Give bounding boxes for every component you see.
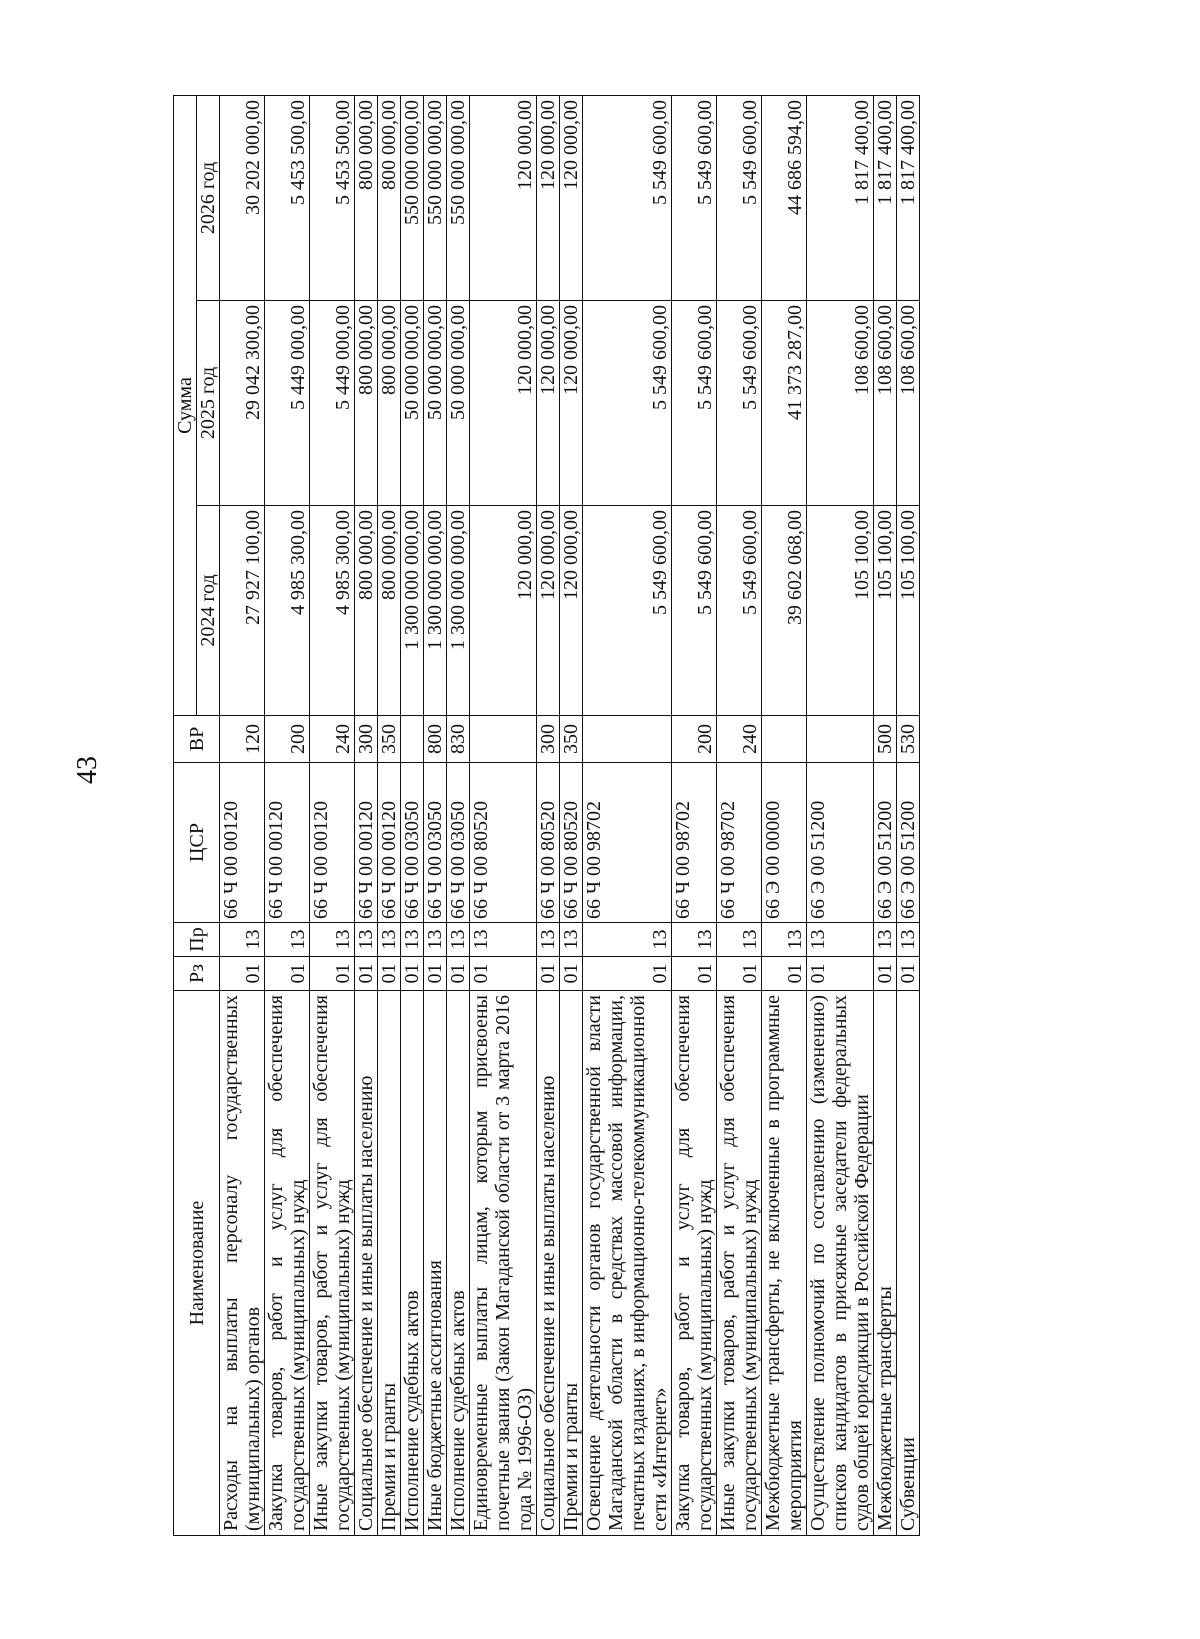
cell-y2025: 5 549 600,00	[583, 301, 672, 506]
cell-csr: 66 Э 00 51200	[807, 763, 874, 923]
cell-y2025: 5 449 000,00	[265, 301, 310, 506]
cell-y2025: 108 600,00	[897, 301, 920, 506]
table-row	[220, 95, 265, 1535]
cell-y2026: 800 000,00	[355, 95, 378, 300]
cell-pr: 13	[717, 923, 762, 957]
table-row	[310, 95, 355, 1535]
cell-name: Закупка товаров, работ и услуг для обеспечения государственных (муниципальных) нужд	[265, 991, 310, 1536]
cell-csr: 66 Ч 00 00120	[265, 763, 310, 923]
cell-csr: 66 Ч 00 00120	[220, 763, 265, 923]
cell-rz: 01	[672, 957, 717, 991]
table-row	[583, 95, 672, 1535]
cell-vr: 300	[355, 716, 378, 763]
cell-vr: 240	[310, 716, 355, 763]
cell-name: Исполнение судебных актов	[401, 991, 424, 1536]
cell-y2026: 1 817 400,00	[874, 95, 897, 300]
table-row	[874, 95, 897, 1535]
cell-csr: 66 Ч 00 03050	[401, 763, 424, 923]
table-row	[717, 95, 762, 1535]
cell-y2026: 120 000,00	[470, 95, 537, 300]
table-row	[560, 95, 583, 1535]
table-row	[470, 95, 537, 1535]
rotated-page-content	[173, 96, 1043, 1536]
cell-y2025: 108 600,00	[874, 301, 897, 506]
cell-name: Иные закупки товаров, работ и услуг для обеспечения государственных (муниципальных) нужд	[717, 991, 762, 1536]
page-number: 43	[72, 756, 103, 784]
cell-y2025: 800 000,00	[378, 301, 401, 506]
cell-pr: 13	[378, 923, 401, 957]
cell-y2024: 4 985 300,00	[265, 506, 310, 716]
cell-y2025: 50 000 000,00	[424, 301, 447, 506]
table-row	[897, 95, 920, 1535]
cell-csr: 66 Ч 00 98702	[672, 763, 717, 923]
cell-y2024: 4 985 300,00	[310, 506, 355, 716]
cell-vr: 350	[378, 716, 401, 763]
cell-y2025: 50 000 000,00	[447, 301, 470, 506]
cell-y2026: 5 453 500,00	[265, 95, 310, 300]
header-rz: Рз	[174, 957, 220, 991]
cell-csr: 66 Ч 00 80520	[470, 763, 537, 923]
cell-vr: 350	[560, 716, 583, 763]
cell-rz: 01	[470, 957, 537, 991]
cell-csr: 66 Ч 00 98702	[583, 763, 672, 923]
cell-csr: 66 Ч 00 80520	[560, 763, 583, 923]
cell-y2026: 1 817 400,00	[897, 95, 920, 300]
cell-name: Межбюджетные трансферты	[874, 991, 897, 1536]
table-row	[265, 95, 310, 1535]
cell-y2025: 108 600,00	[807, 301, 874, 506]
cell-rz: 01	[762, 957, 807, 991]
cell-y2026: 800 000,00	[378, 95, 401, 300]
cell-csr: 66 Ч 00 03050	[447, 763, 470, 923]
cell-pr: 13	[310, 923, 355, 957]
cell-y2025: 800 000,00	[355, 301, 378, 506]
cell-name: Расходы на выплаты персоналу государственных (муниципальных) органов	[220, 991, 265, 1536]
cell-y2026: 120 000,00	[560, 95, 583, 300]
cell-pr: 13	[220, 923, 265, 957]
cell-csr: 66 Ч 00 98702	[717, 763, 762, 923]
cell-y2024: 120 000,00	[537, 506, 560, 716]
header-vr: ВР	[174, 716, 220, 763]
cell-rz: 01	[583, 957, 672, 991]
cell-y2024: 800 000,00	[355, 506, 378, 716]
cell-pr: 13	[874, 923, 897, 957]
cell-y2024: 120 000,00	[560, 506, 583, 716]
table-body	[220, 95, 920, 1535]
cell-vr: 200	[672, 716, 717, 763]
cell-name: Субвенции	[897, 991, 920, 1536]
cell-name: Межбюджетные трансферты, не включенные в программные мероприятия	[762, 991, 807, 1536]
table-row	[807, 95, 874, 1535]
budget-table	[173, 95, 920, 1536]
cell-vr	[583, 716, 672, 763]
cell-y2026: 1 817 400,00	[807, 95, 874, 300]
cell-y2025: 5 449 000,00	[310, 301, 355, 506]
cell-vr: 800	[424, 716, 447, 763]
cell-y2024: 1 300 000 000,00	[401, 506, 424, 716]
cell-pr: 13	[807, 923, 874, 957]
cell-vr: 500	[874, 716, 897, 763]
cell-y2026: 5 549 600,00	[583, 95, 672, 300]
cell-vr: 240	[717, 716, 762, 763]
cell-y2026: 44 686 594,00	[762, 95, 807, 300]
cell-y2026: 5 549 600,00	[672, 95, 717, 300]
cell-rz: 01	[447, 957, 470, 991]
cell-rz: 01	[874, 957, 897, 991]
cell-rz: 01	[310, 957, 355, 991]
cell-y2024: 1 300 000 000,00	[424, 506, 447, 716]
cell-rz: 01	[717, 957, 762, 991]
cell-pr: 13	[897, 923, 920, 957]
cell-vr	[401, 716, 424, 763]
header-pr: Пр	[174, 923, 220, 957]
cell-y2025: 120 000,00	[560, 301, 583, 506]
cell-y2024: 1 300 000 000,00	[447, 506, 470, 716]
cell-y2025: 5 549 600,00	[672, 301, 717, 506]
cell-rz: 01	[355, 957, 378, 991]
cell-y2026: 30 202 000,00	[220, 95, 265, 300]
cell-name: Социальное обеспечение и иные выплаты населению	[355, 991, 378, 1536]
table-row	[401, 95, 424, 1535]
cell-rz: 01	[537, 957, 560, 991]
cell-rz: 01	[265, 957, 310, 991]
cell-pr: 13	[470, 923, 537, 957]
cell-y2026: 5 453 500,00	[310, 95, 355, 300]
table-row	[537, 95, 560, 1535]
cell-name: Иные бюджетные ассигнования	[424, 991, 447, 1536]
cell-vr: 300	[537, 716, 560, 763]
table-row	[424, 95, 447, 1535]
cell-name: Премии и гранты	[560, 991, 583, 1536]
cell-csr: 66 Э 00 51200	[874, 763, 897, 923]
cell-name: Единовременные выплаты лицам, которым присвоены почетные звания (Закон Магаданской области от 3 марта 2016 года № 1996-ОЗ)	[470, 991, 537, 1536]
cell-name: Премии и гранты	[378, 991, 401, 1536]
cell-rz: 01	[220, 957, 265, 991]
table-row	[447, 95, 470, 1535]
cell-y2025: 5 549 600,00	[717, 301, 762, 506]
cell-vr: 120	[220, 716, 265, 763]
cell-y2026: 550 000 000,00	[424, 95, 447, 300]
cell-vr: 200	[265, 716, 310, 763]
cell-pr: 13	[672, 923, 717, 957]
cell-y2025: 120 000,00	[537, 301, 560, 506]
header-name: Наименование	[174, 991, 220, 1536]
cell-csr: 66 Ч 00 00120	[378, 763, 401, 923]
cell-pr: 13	[424, 923, 447, 957]
cell-csr: 66 Ч 00 80520	[537, 763, 560, 923]
cell-y2025: 29 042 300,00	[220, 301, 265, 506]
cell-vr	[470, 716, 537, 763]
table-row	[762, 95, 807, 1535]
cell-vr	[807, 716, 874, 763]
header-row-1	[174, 95, 197, 1535]
cell-y2026: 550 000 000,00	[401, 95, 424, 300]
cell-name: Иные закупки товаров, работ и услуг для обеспечения государственных (муниципальных) нужд	[310, 991, 355, 1536]
cell-pr: 13	[401, 923, 424, 957]
table-row	[672, 95, 717, 1535]
cell-y2024: 105 100,00	[807, 506, 874, 716]
header-csr: ЦСР	[174, 763, 220, 923]
cell-pr: 13	[447, 923, 470, 957]
cell-y2024: 27 927 100,00	[220, 506, 265, 716]
cell-vr: 530	[897, 716, 920, 763]
cell-y2024: 5 549 600,00	[583, 506, 672, 716]
cell-name: Закупка товаров, работ и услуг для обеспечения государственных (муниципальных) нужд	[672, 991, 717, 1536]
cell-vr: 830	[447, 716, 470, 763]
cell-y2026: 5 549 600,00	[717, 95, 762, 300]
cell-csr: 66 Э 00 51200	[897, 763, 920, 923]
cell-vr	[762, 716, 807, 763]
cell-y2025: 41 373 287,00	[762, 301, 807, 506]
cell-pr: 13	[355, 923, 378, 957]
cell-pr: 13	[583, 923, 672, 957]
cell-y2025: 50 000 000,00	[401, 301, 424, 506]
cell-y2024: 105 100,00	[874, 506, 897, 716]
cell-csr: 66 Ч 00 00120	[355, 763, 378, 923]
header-2026: 2026 год	[197, 95, 220, 300]
cell-pr: 13	[537, 923, 560, 957]
cell-rz: 01	[897, 957, 920, 991]
header-sum: Сумма	[174, 95, 197, 715]
cell-name: Освещение деятельности органов государственной власти Магаданской области в средствах массовой информации, печатных изданиях, в информационно-телекоммуникационной сети «Интернет»	[583, 991, 672, 1536]
table-row	[355, 95, 378, 1535]
table-row	[378, 95, 401, 1535]
cell-csr: 66 Э 00 00000	[762, 763, 807, 923]
cell-y2025: 120 000,00	[470, 301, 537, 506]
header-2024: 2024 год	[197, 506, 220, 716]
cell-y2024: 120 000,00	[470, 506, 537, 716]
cell-rz: 01	[378, 957, 401, 991]
cell-csr: 66 Ч 00 03050	[424, 763, 447, 923]
cell-y2024: 5 549 600,00	[717, 506, 762, 716]
cell-y2026: 120 000,00	[537, 95, 560, 300]
cell-pr: 13	[762, 923, 807, 957]
cell-csr: 66 Ч 00 00120	[310, 763, 355, 923]
cell-y2024: 39 602 068,00	[762, 506, 807, 716]
cell-name: Осуществление полномочий по составлению (изменению) списков кандидатов в присяжные заседатели федеральных судов общей юрисдикции в Российской Федерации	[807, 991, 874, 1536]
cell-pr: 13	[560, 923, 583, 957]
cell-y2024: 5 549 600,00	[672, 506, 717, 716]
header-2025: 2025 год	[197, 301, 220, 506]
cell-rz: 01	[560, 957, 583, 991]
cell-rz: 01	[401, 957, 424, 991]
cell-name: Исполнение судебных актов	[447, 991, 470, 1536]
cell-rz: 01	[807, 957, 874, 991]
cell-pr: 13	[265, 923, 310, 957]
cell-y2024: 105 100,00	[897, 506, 920, 716]
cell-y2024: 800 000,00	[378, 506, 401, 716]
cell-name: Социальное обеспечение и иные выплаты населению	[537, 991, 560, 1536]
cell-rz: 01	[424, 957, 447, 991]
cell-y2026: 550 000 000,00	[447, 95, 470, 300]
